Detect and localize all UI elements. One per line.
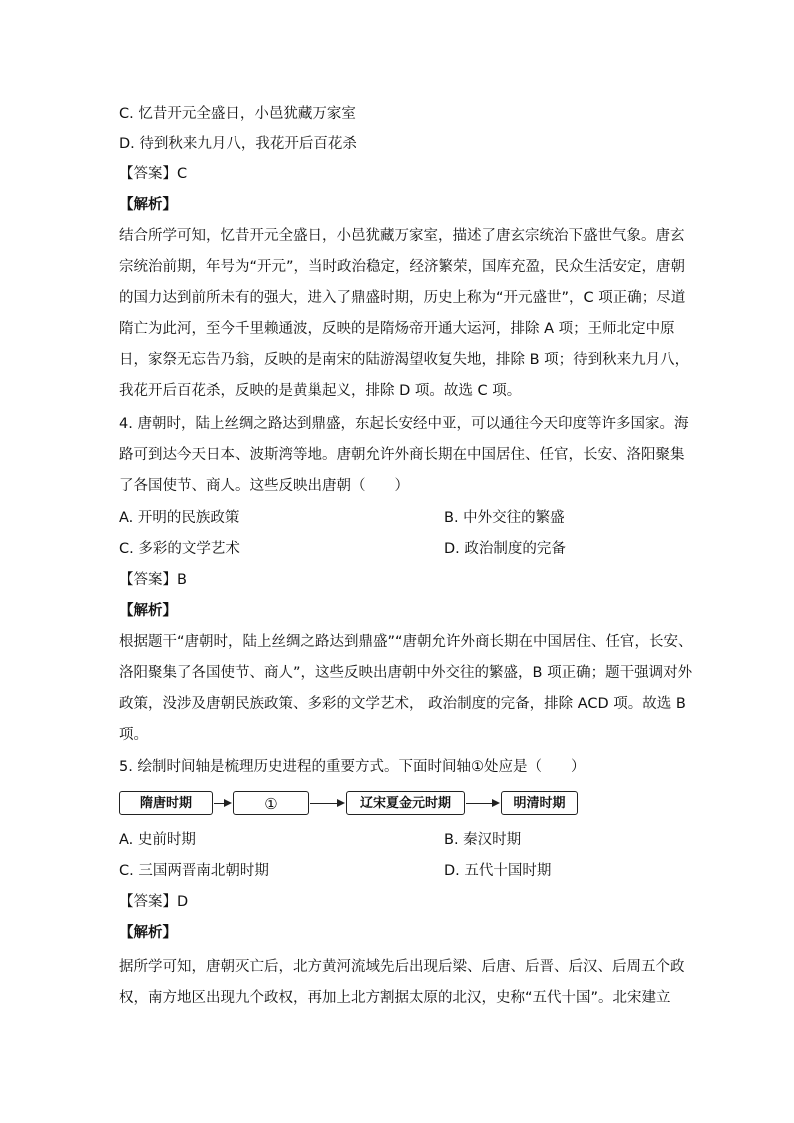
q5-analysis-line: 据所学可知，唐朝灭亡后，北方黄河流域先后出现后梁、后唐、后晋、后汉、后周五个政 bbox=[119, 959, 685, 975]
q5-stem: 5. 绘制时间轴是梳理历史进程的重要方式。下面时间轴①处应是（ ） bbox=[119, 759, 586, 775]
q3-analysis-label: 【解析】 bbox=[119, 197, 177, 213]
q4-option-a: A. 开明的民族政策 bbox=[119, 510, 240, 526]
q5-option-b: B. 秦汉时期 bbox=[444, 832, 522, 848]
q5-analysis-label: 【解析】 bbox=[119, 925, 177, 941]
q5-option-d: D. 五代十国时期 bbox=[444, 863, 552, 879]
q5-option-a: A. 史前时期 bbox=[119, 832, 196, 848]
q3-option-c: C. 忆昔开元全盛日，小邑犹藏万家室 bbox=[119, 106, 356, 122]
timeline-box-ming-qing: 明清时期 bbox=[501, 791, 578, 815]
q5-analysis-line: 权，南方地区出现九个政权，再加上北方割据太原的北汉，史称“五代十国”。北宋建立 bbox=[119, 990, 671, 1006]
q3-answer: 【答案】C bbox=[119, 166, 188, 182]
timeline-box-sui-tang: 隋唐时期 bbox=[119, 791, 213, 815]
q3-analysis-line: 宗统治前期，年号为“开元”，当时政治稳定，经济繁荣，国库充盈，民众生活安定，唐朝 bbox=[119, 259, 686, 275]
q3-option-d: D. 待到秋来九月八，我花开后百花杀 bbox=[119, 136, 357, 152]
q4-stem-line: 4. 唐朝时，陆上丝绸之路达到鼎盛，东起长安经中亚，可以通往今天印度等许多国家。海 bbox=[119, 416, 689, 432]
timeline-arrow bbox=[466, 803, 498, 804]
q4-option-d: D. 政治制度的完备 bbox=[444, 541, 566, 557]
q4-stem-line: 路可到达今天日本、波斯湾等地。唐朝允许外商长期在中国居住、任官，长安、洛阳聚集 bbox=[119, 447, 685, 463]
q3-analysis-line: 的国力达到前所未有的强大，进入了鼎盛时期，历史上称为“开元盛世”，C 项正确；尽道 bbox=[119, 290, 686, 306]
q4-stem-line: 了各国使节、商人。这些反映出唐朝（ ） bbox=[119, 478, 409, 494]
q4-analysis-line: 政策，没涉及唐朝民族政策、多彩的文学艺术， 政治制度的完备，排除 ACD 项。故选 B bbox=[119, 696, 686, 712]
q3-analysis-line: 日，家祭无忘告乃翁，反映的是南宋的陆游渴望收复失地，排除 B 项；待到秋来九月八， bbox=[119, 352, 690, 368]
q4-analysis-line: 根据题干“唐朝时，陆上丝绸之路达到鼎盛”“唐朝允许外商长期在中国居住、任官，长安、 bbox=[119, 634, 693, 650]
q3-analysis-line: 我花开后百花杀，反映的是黄巢起义，排除 D 项。故选 C 项。 bbox=[119, 383, 522, 399]
q5-option-c: C. 三国两晋南北朝时期 bbox=[119, 863, 269, 879]
q5-answer: 【答案】D bbox=[119, 894, 189, 910]
q4-option-b: B. 中外交往的繁盛 bbox=[444, 510, 565, 526]
q4-answer: 【答案】B bbox=[119, 572, 187, 588]
timeline-arrow bbox=[214, 803, 230, 804]
timeline-arrow bbox=[310, 803, 343, 804]
q3-analysis-line: 结合所学可知，忆昔开元全盛日，小邑犹藏万家室，描述了唐玄宗统治下盛世气象。唐玄 bbox=[119, 228, 685, 244]
q4-analysis-line: 项。 bbox=[119, 727, 148, 743]
timeline-box-blank: ① bbox=[233, 791, 309, 815]
timeline-diagram bbox=[119, 789, 589, 819]
timeline-box-liao-song: 辽宋夏金元时期 bbox=[346, 791, 465, 815]
q3-analysis-line: 隋亡为此河，至今千里赖通波，反映的是隋炀帝开通大运河，排除 A 项；王师北定中原 bbox=[119, 321, 675, 337]
q4-option-c: C. 多彩的文学艺术 bbox=[119, 541, 240, 557]
q4-analysis-line: 洛阳聚集了各国使节、商人”，这些反映出唐朝中外交往的繁盛，B 项正确；题干强调对外 bbox=[119, 665, 693, 681]
q4-analysis-label: 【解析】 bbox=[119, 603, 177, 619]
